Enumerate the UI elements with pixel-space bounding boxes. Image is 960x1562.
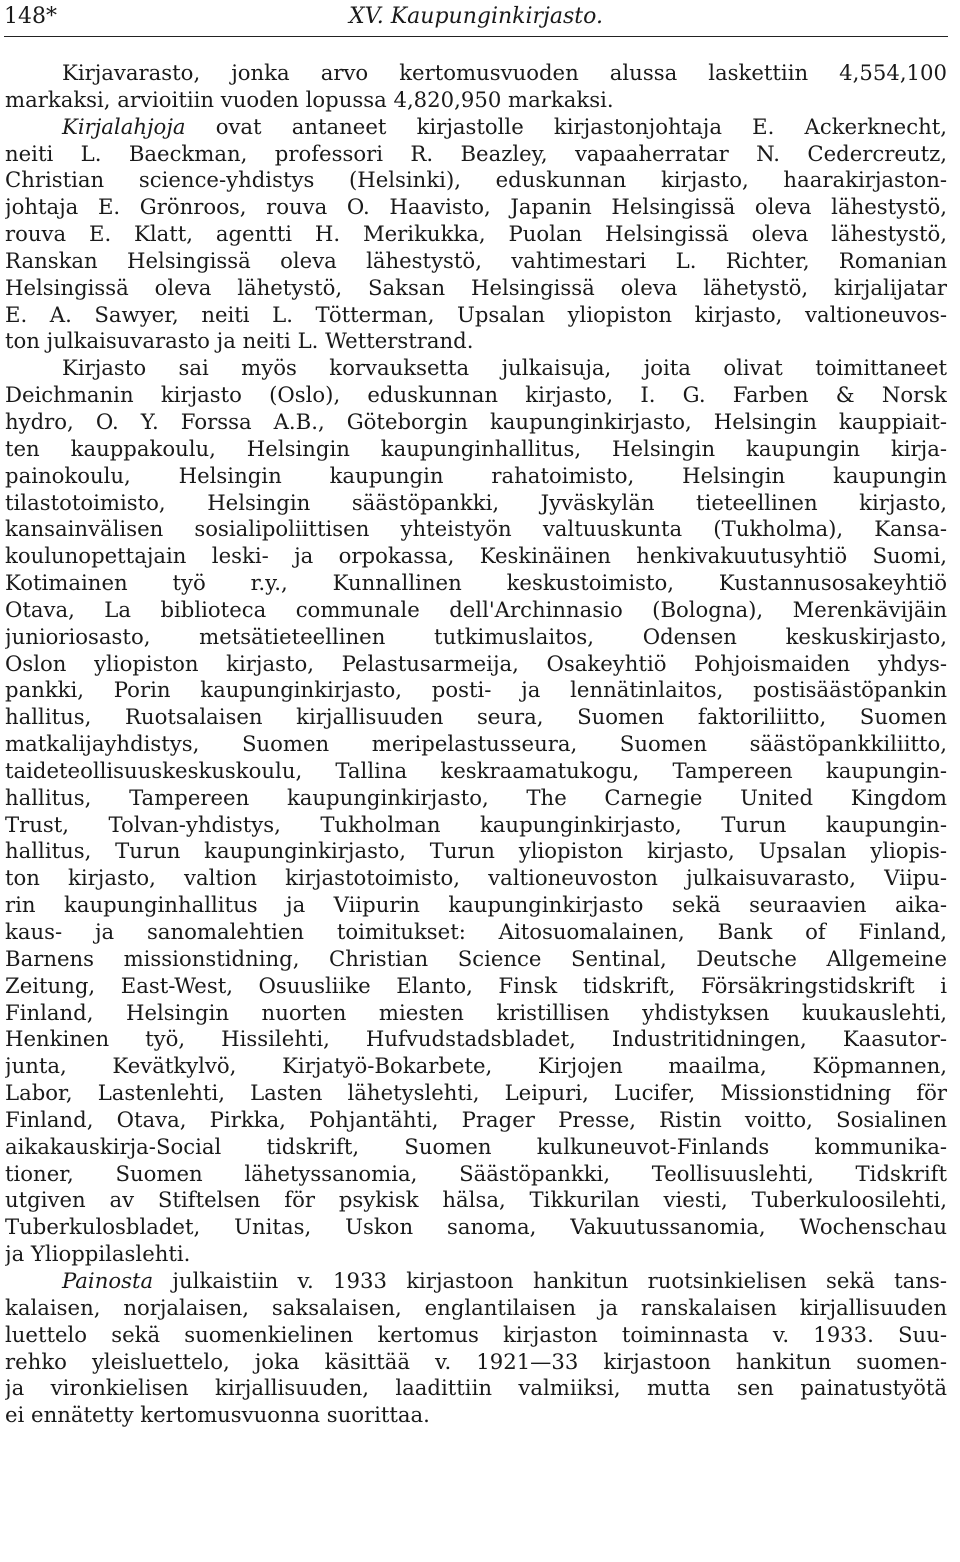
text-segment: pankki, Porin kaupunginkirjasto, posti- ja lennätinlaitos, postisäästöpankin xyxy=(5,677,947,703)
text-segment: Oslon yliopiston kirjasto, Pelastusarmeija, Osakeyhtiö Pohjoismaiden yhdys- xyxy=(5,650,947,676)
text-line xyxy=(5,1107,947,1134)
text-segment: ton kirjasto, valtion kirjastotoimisto, valtioneuvoston julkaisuvarasto, Viipu- xyxy=(5,865,947,891)
body-text xyxy=(5,60,947,1429)
text-segment: ja Ylioppilaslehti. xyxy=(5,1241,191,1267)
text-line xyxy=(5,436,947,463)
text-line xyxy=(5,543,947,570)
text-line xyxy=(5,624,947,651)
text-line xyxy=(5,1000,947,1027)
text-line xyxy=(5,194,947,221)
text-segment: ten kauppakoulu, Helsingin kaupunginhallitus, Helsingin kaupungin kirja- xyxy=(5,435,947,461)
text-line xyxy=(5,597,947,624)
text-line xyxy=(5,1375,947,1402)
text-line xyxy=(5,114,947,141)
page-header xyxy=(4,0,948,37)
text-segment: kansainvälisen sosialipoliittisen yhteistyön valtuuskunta (Tukholma), Kansa- xyxy=(5,516,947,542)
text-segment: taideteollisuuskeskuskoulu, Tallina keskraamatukogu, Tampereen kaupungin- xyxy=(5,757,947,783)
text-line xyxy=(5,1268,947,1295)
text-line xyxy=(5,221,947,248)
text-segment: ovat antaneet kirjastolle kirjastonjohtaja E. Ackerknecht, xyxy=(185,113,947,139)
text-line xyxy=(5,167,947,194)
text-line xyxy=(5,731,947,758)
text-line xyxy=(5,973,947,1000)
text-line xyxy=(5,1295,947,1322)
text-segment: hallitus, Turun kaupunginkirjasto, Turun yliopiston kirjasto, Upsalan yliopis- xyxy=(5,838,947,864)
text-line xyxy=(5,516,947,543)
text-line xyxy=(5,1322,947,1349)
text-line xyxy=(5,355,947,382)
text-line xyxy=(5,409,947,436)
text-segment: Kirjavarasto, jonka arvo kertomusvuoden alussa laskettiin 4,554,100 xyxy=(62,60,947,85)
text-line xyxy=(5,1402,947,1429)
text-segment: tilastotoimisto, Helsingin säästöpankki, Jyväskylän tieteellinen kirjasto, xyxy=(5,489,947,515)
text-segment: hallitus, Ruotsalaisen kirjallisuuden seura, Suomen faktoriliitto, Suomen xyxy=(5,704,947,730)
text-line xyxy=(5,328,947,355)
text-line xyxy=(5,785,947,812)
text-line xyxy=(5,463,947,490)
text-segment: Barnens missionstidning, Christian Science Sentinal, Deutsche Allgemeine xyxy=(5,945,947,971)
text-segment: Henkinen työ, Hissilehti, Hufvudstadsbladet, Industritidningen, Kaasutor- xyxy=(5,1026,947,1052)
text-segment: rehko yleisluettelo, joka käsittää v. 1921—33 kirjastoon hankitun suomen- xyxy=(5,1348,947,1374)
text-line xyxy=(5,812,947,839)
text-segment: julkaistiin v. 1933 kirjastoon hankitun ruotsinkielisen sekä tans- xyxy=(153,1267,947,1293)
text-line xyxy=(5,302,947,329)
text-segment: Deichmanin kirjasto (Oslo), eduskunnan kirjasto, I. G. Farben & Norsk xyxy=(5,382,947,408)
text-line xyxy=(5,1053,947,1080)
text-line xyxy=(5,570,947,597)
text-line xyxy=(5,1161,947,1188)
text-segment: tioner, Suomen lähetyssanomia, Säästöpankki, Teollisuuslehti, Tidskrift xyxy=(5,1160,947,1186)
text-line xyxy=(5,248,947,275)
text-line xyxy=(5,1134,947,1161)
text-segment: Kotimainen työ r.y., Kunnallinen keskustoimisto, Kustannusosakeyhtiö xyxy=(5,570,947,596)
text-segment: koulunopettajain leski- ja orpokassa, Keskinäinen henkivakuutusyhtiö Suomi, xyxy=(5,543,947,569)
text-segment: hallitus, Tampereen kaupunginkirjasto, The Carnegie United Kingdom xyxy=(5,784,947,810)
text-segment: E. A. Sawyer, neiti L. Tötterman, Upsalan yliopiston kirjasto, valtioneuvos- xyxy=(5,301,947,327)
text-segment: Otava, La biblioteca communale dell'Archinnasio (Bologna), Merenkävijäin xyxy=(5,596,947,622)
text-segment: johtaja E. Grönroos, rouva O. Haavisto, Japanin Helsingissä oleva lähestystö, xyxy=(5,194,947,220)
text-segment: hydro, O. Y. Forssa A.B., Göteborgin kaupunginkirjasto, Helsingin kauppiait- xyxy=(5,408,947,434)
text-segment: ei ennätetty kertomusvuonna suorittaa. xyxy=(5,1402,430,1428)
text-segment: Finland, Otava, Pirkka, Pohjantähti, Prager Presse, Ristin voitto, Sosialinen xyxy=(5,1106,947,1132)
section-title: XV. Kaupunginkirjasto. xyxy=(349,4,603,29)
text-line xyxy=(5,141,947,168)
text-line xyxy=(5,1187,947,1214)
text-segment: junioriosasto, metsätieteellinen tutkimuslaitos, Odensen keskuskirjasto, xyxy=(5,623,947,649)
text-segment: markaksi, arvioitiin vuoden lopussa 4,820,950 markaksi. xyxy=(5,86,614,112)
text-segment: Trust, Tolvan-yhdistys, Tukholman kaupunginkirjasto, Turun kaupungin- xyxy=(5,811,947,837)
text-segment: Zeitung, East-West, Osuusliike Elanto, Finsk tidskrift, Försäkringstidskrift i xyxy=(5,972,947,998)
text-segment: Kirjasto sai myös korvauksetta julkaisuja, joita olivat toimittaneet xyxy=(62,355,947,381)
text-segment: kaus- ja sanomalehtien toimitukset: Aitosuomalainen, Bank of Finland, xyxy=(5,919,947,944)
text-segment: aikakauskirja-Social tidskrift, Suomen kulkuneuvot-Finlands kommunika- xyxy=(5,1133,947,1159)
text-line xyxy=(5,275,947,302)
text-segment: ja vironkielisen kirjallisuuden, laadittiin valmiiksi, mutta sen painatustyötä xyxy=(5,1375,947,1401)
text-line xyxy=(5,865,947,892)
text-line xyxy=(5,490,947,517)
italic-lead-word: Painosta xyxy=(62,1267,154,1293)
text-segment: luettelo sekä suomenkielinen kertomus kirjaston toiminnasta v. 1933. Suu- xyxy=(5,1321,947,1347)
text-line xyxy=(5,919,947,946)
text-segment: utgiven av Stiftelsen för psykisk hälsa, Tikkurilan viesti, Tuberkuloosilehti, xyxy=(5,1187,947,1213)
italic-lead-word: Kirjalahjoja xyxy=(62,113,186,139)
text-line xyxy=(5,838,947,865)
text-segment: rin kaupunginhallitus ja Viipurin kaupunginkirjasto sekä seuraavien aika- xyxy=(5,892,947,918)
text-segment: junta, Kevätkylvö, Kirjatyö-Bokarbete, Kirjojen maailma, Köpmannen, xyxy=(5,1053,947,1079)
text-line xyxy=(5,1349,947,1376)
text-segment: ton julkaisuvarasto ja neiti L. Wetterstrand. xyxy=(5,328,474,354)
text-line xyxy=(5,946,947,973)
text-segment: rouva E. Klatt, agentti H. Merikukka, Puolan Helsingissä oleva lähestystö, xyxy=(5,221,947,247)
text-segment: painokoulu, Helsingin kaupungin rahatoimisto, Helsingin kaupungin xyxy=(5,462,947,488)
text-segment: kalaisen, norjalaisen, saksalaisen, englantilaisen ja ranskalaisen kirjallisuuden xyxy=(5,1294,947,1320)
text-line xyxy=(5,87,947,114)
text-line xyxy=(5,1026,947,1053)
page-number: 148* xyxy=(4,4,57,29)
text-segment: Christian science-yhdistys (Helsinki), eduskunnan kirjasto, haarakirjaston- xyxy=(5,167,947,193)
text-line xyxy=(5,704,947,731)
text-segment: Tuberkulosbladet, Unitas, Uskon sanoma, Vakuutussanomia, Wochenschau xyxy=(5,1214,947,1240)
text-segment: neiti L. Baeckman, professori R. Beazley, vapaaherratar N. Cedercreutz, xyxy=(5,140,947,166)
text-line xyxy=(5,677,947,704)
text-line xyxy=(5,651,947,678)
text-line xyxy=(5,382,947,409)
text-line xyxy=(5,1214,947,1241)
text-line xyxy=(5,892,947,919)
text-line xyxy=(5,1241,947,1268)
text-segment: matkalijayhdistys, Suomen meripelastusseura, Suomen säästöpankkiliitto, xyxy=(5,731,947,757)
text-line xyxy=(5,758,947,785)
text-segment: Ranskan Helsingissä oleva lähestystö, vahtimestari L. Richter, Romanian xyxy=(5,247,947,273)
text-segment: Labor, Lastenlehti, Lasten lähetyslehti, Leipuri, Lucifer, Missionstidning för xyxy=(5,1080,947,1106)
text-segment: Finland, Helsingin nuorten miesten kristillisen yhdistyksen kuukauslehti, xyxy=(5,999,947,1025)
text-line xyxy=(5,1080,947,1107)
text-line xyxy=(5,60,947,87)
text-segment: Helsingissä oleva lähetystö, Saksan Helsingissä oleva lähetystö, kirjalijatar xyxy=(5,274,947,300)
